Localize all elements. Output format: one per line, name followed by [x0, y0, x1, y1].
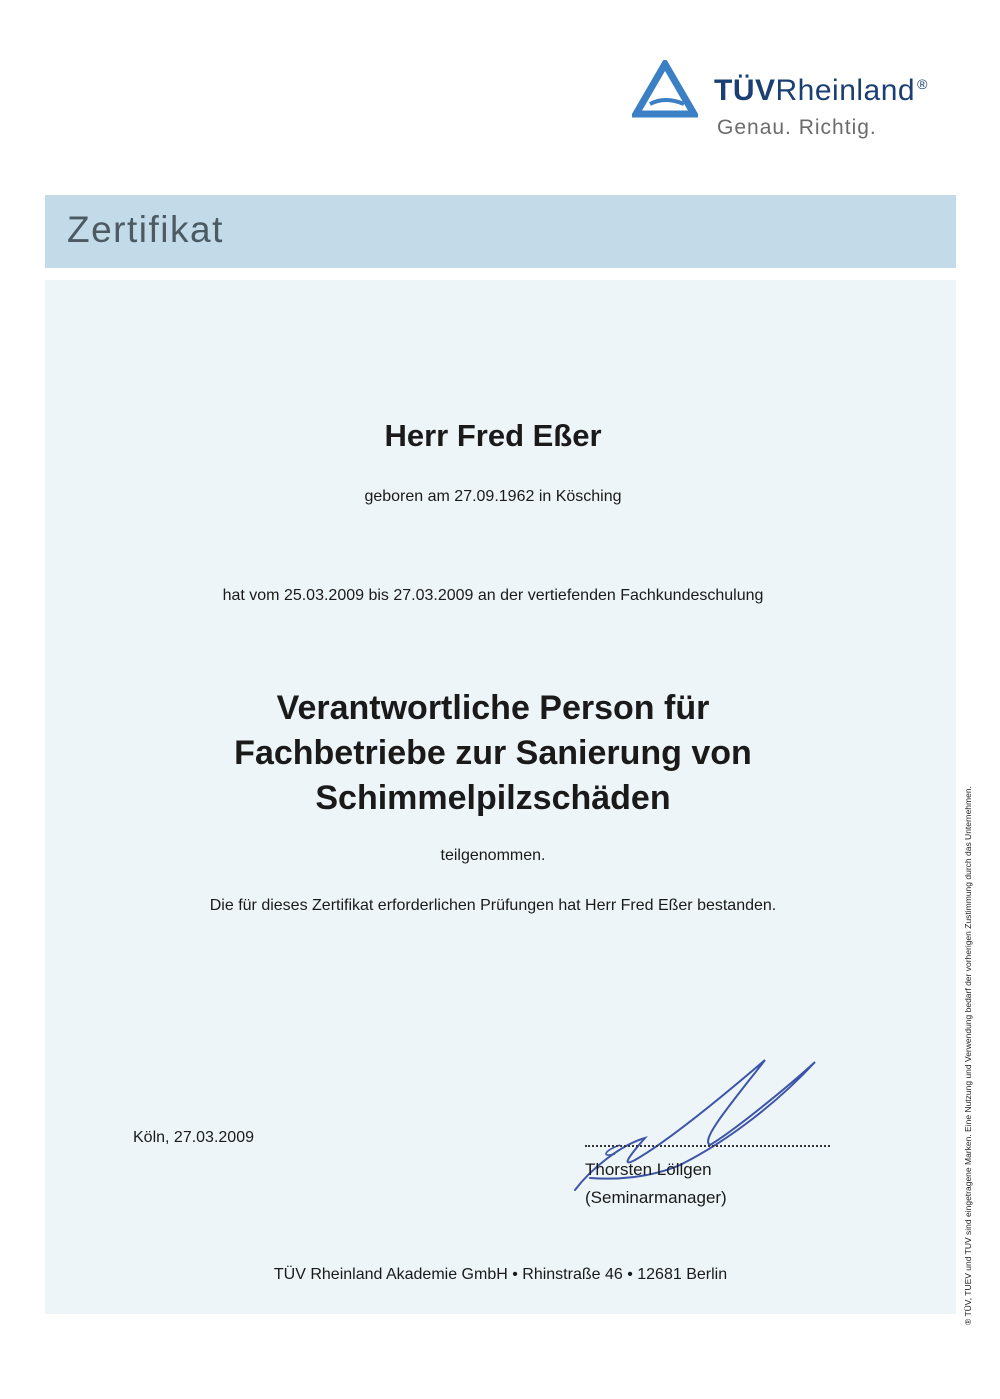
exam-passed-line: Die für dieses Zertifikat erforderlichen Prüfungen hat Herr Fred Eßer bestanden. [209, 897, 777, 914]
attendance-line: hat vom 25.03.2009 bis 27.03.2009 an der vertiefenden Fachkundeschulung [222, 587, 764, 604]
birth-line: geboren am 27.09.1962 in Kösching [364, 488, 622, 505]
logo-brand-bold: TÜV [714, 74, 776, 107]
logo-wordmark [714, 74, 928, 108]
recipient-name: Herr Fred Eßer [384, 418, 602, 453]
signature-line [585, 1145, 830, 1147]
title-band [45, 195, 956, 268]
signer-role: (Seminarmanager) [585, 1188, 727, 1207]
signer-name: Thorsten Löllgen [585, 1160, 712, 1179]
course-title [45, 686, 941, 821]
place-date: Köln, 27.03.2009 [133, 1129, 254, 1146]
logo-brand-regular: Rheinland [775, 74, 916, 107]
tuv-rheinland-logo [632, 60, 972, 150]
tuv-triangle-icon [632, 60, 698, 118]
logo-claim: Genau. Richtig. [717, 116, 877, 139]
logo-registered-mark: ® [917, 76, 928, 92]
participated-line: teilgenommen. [440, 847, 546, 864]
page-title: Zertifikat [67, 209, 224, 250]
footer-address: TÜV Rheinland Akademie GmbH • Rhinstraße 46 • 12681 Berlin [273, 1266, 728, 1283]
course-title-line: Schimmelpilzschäden [315, 779, 671, 817]
trademark-note: ® TÜV, TUEV und TUV sind eingetragene Marken. Eine Nutzung und Verwendung bedarf der vorherigen Zustimmung durch das Unternehmen. [963, 786, 973, 1325]
course-title-line: Verantwortliche Person für [276, 689, 710, 727]
course-title-line: Fachbetriebe zur Sanierung von [234, 734, 752, 772]
